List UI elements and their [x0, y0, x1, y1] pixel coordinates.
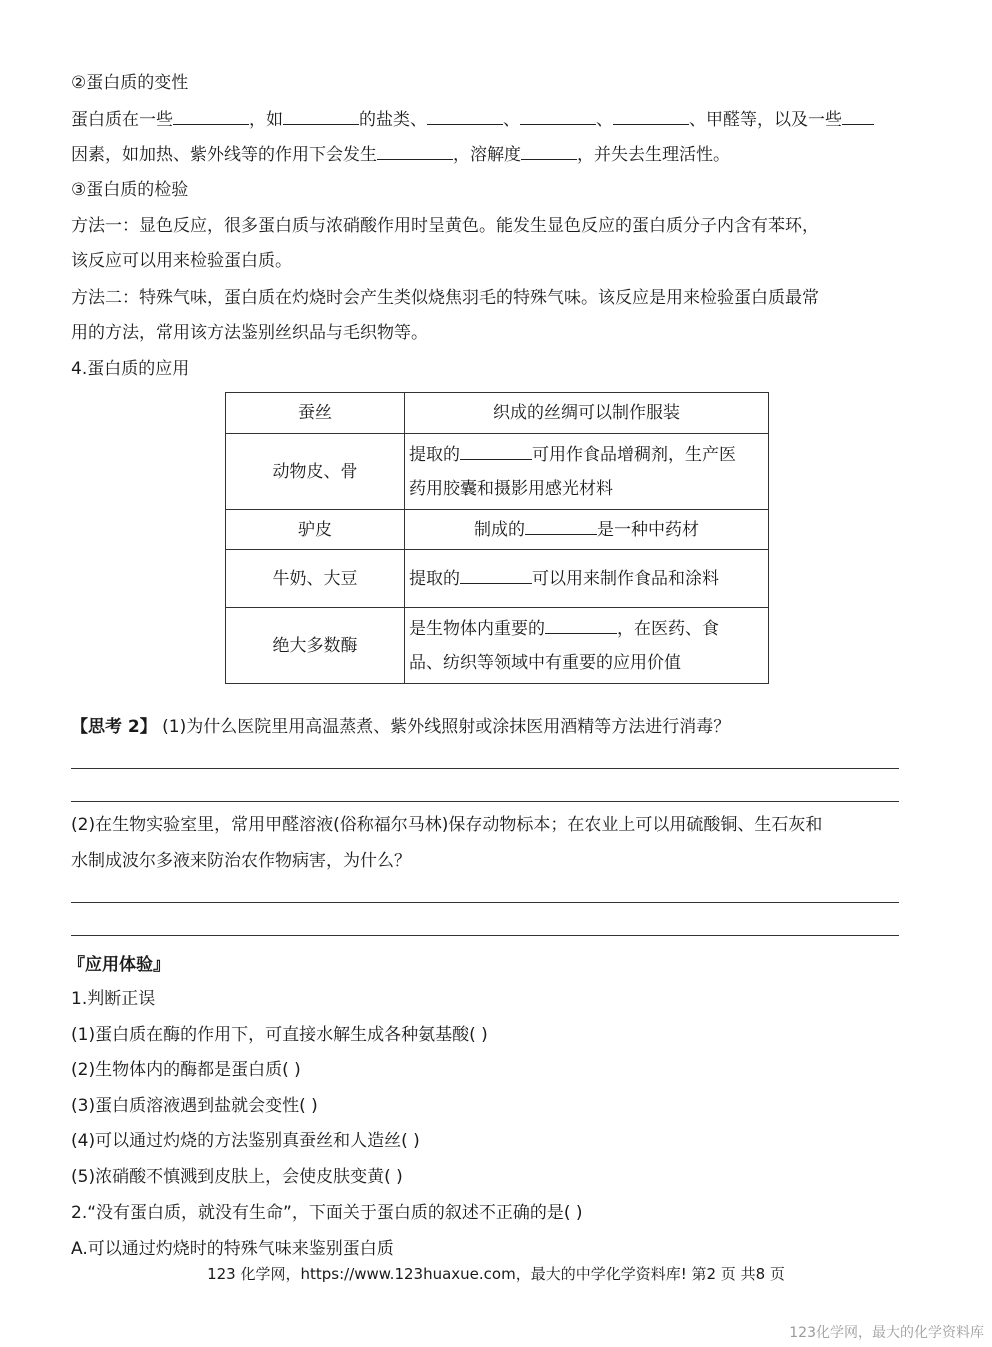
fill-blank: [377, 143, 453, 160]
table-row: [226, 510, 769, 550]
section-title-application: 4.蛋白质的应用: [71, 359, 190, 379]
text: 可以用来制作食品和涂料: [532, 568, 719, 589]
page-footer: 123 化学网，https://www.123huaxue.com，最大的中学化学资料库! 第2 页 共8 页: [207, 1265, 785, 1283]
table-cell-name: 蚕丝: [226, 393, 405, 434]
table-cell-name: 绝大多数酶: [226, 608, 405, 684]
text: 是一种中药材: [597, 519, 699, 540]
judge-title: 1.判断正误: [71, 989, 156, 1009]
method2-line1: 方法二：特殊气味，蛋白质在灼烧时会产生类似烧焦羽毛的特殊气味。该反应是用来检验蛋白质最常: [71, 288, 819, 308]
text: 药用胶囊和摄影用感光材料: [409, 478, 613, 499]
application-table: [225, 392, 769, 684]
think-question-2-line2: 水制成波尔多液来防治农作物病害，为什么？: [71, 851, 411, 871]
judge-item-2: (2)生物体内的酶都是蛋白质( ): [71, 1060, 301, 1080]
text: 制成的: [474, 519, 525, 540]
text: ，在医药、食: [617, 618, 719, 639]
text: 是生物体内重要的: [409, 618, 545, 639]
table-row: [226, 393, 769, 434]
judge-item-3: (3)蛋白质溶液遇到盐就会变性( ): [71, 1096, 318, 1116]
table-row: [226, 608, 769, 684]
judge-item-5: (5)浓硝酸不慎溅到皮肤上，会使皮肤变黄( ): [71, 1167, 403, 1187]
table-row: [226, 550, 769, 608]
fill-blank: [283, 108, 359, 125]
think-q1-text: (1)为什么医院里用高温蒸煮、紫外线照射或涂抹医用酒精等方法进行消毒？: [162, 717, 731, 737]
practice-heading: 『应用体验』: [68, 955, 170, 975]
table-cell-name: 动物皮、骨: [226, 434, 405, 510]
text: 提取的: [409, 444, 460, 465]
question-2: 2.“没有蛋白质，就没有生命”，下面关于蛋白质的叙述不正确的是( ): [71, 1203, 583, 1223]
fill-blank: [173, 108, 249, 125]
table-row: [226, 434, 769, 510]
method1-line1: 方法一：显色反应，很多蛋白质与浓硝酸作用时呈黄色。能发生显色反应的蛋白质分子内含有苯环，: [71, 216, 819, 236]
text: 、甲醛等，以及一些: [689, 110, 842, 130]
answer-line: [71, 935, 899, 936]
table-cell-use: [405, 434, 769, 510]
text: 品、纺织等领域中有重要的应用价值: [409, 652, 681, 673]
fill-blank: [520, 108, 596, 125]
text: 蛋白质在一些: [71, 110, 173, 130]
think-label: 【思考 2】: [71, 717, 157, 737]
judge-item-4: (4)可以通过灼烧的方法鉴别真蚕丝和人造丝( ): [71, 1131, 420, 1151]
fill-blank: [521, 143, 577, 160]
fill-blank: [842, 108, 874, 125]
text: ，如: [249, 110, 283, 130]
fill-blank: [460, 443, 532, 460]
fill-blank: [460, 567, 532, 584]
table-cell-name: 牛奶、大豆: [226, 550, 405, 608]
fill-blank: [545, 617, 617, 634]
answer-line: [71, 768, 899, 769]
text: 提取的: [409, 568, 460, 589]
table-cell-use: 织成的丝绸可以制作服装: [405, 393, 769, 434]
text: ，并失去生理活性。: [577, 145, 730, 165]
table-cell-use: [405, 608, 769, 684]
think-question-2-line1: (2)在生物实验室里，常用甲醛溶液(俗称福尔马林)保存动物标本；在农业上可以用硫酸铜、生石灰和: [71, 815, 823, 835]
section-title-detect: ③蛋白质的检验: [71, 180, 189, 200]
text: ，溶解度: [453, 145, 521, 165]
text: 、: [503, 110, 520, 130]
fill-blank: [525, 518, 597, 535]
option-a: A.可以通过灼烧时的特殊气味来鉴别蛋白质: [71, 1239, 394, 1259]
denature-paragraph-line2: [71, 143, 730, 166]
answer-line: [71, 902, 899, 903]
text: 可用作食品增稠剂，生产医: [532, 444, 736, 465]
fill-blank: [613, 108, 689, 125]
table-cell-name: 驴皮: [226, 510, 405, 550]
section-title-denature: ②蛋白质的变性: [71, 73, 189, 93]
table-cell-use: [405, 550, 769, 608]
text: 的盐类、: [359, 110, 427, 130]
judge-item-1: (1)蛋白质在酶的作用下，可直接水解生成各种氨基酸( ): [71, 1025, 488, 1045]
watermark: 123化学网，最大的化学资料库: [789, 1325, 984, 1341]
think-question-1: [71, 716, 730, 738]
method1-line2: 该反应可以用来检验蛋白质。: [71, 251, 292, 271]
answer-line: [71, 801, 899, 802]
fill-blank: [427, 108, 503, 125]
table-cell-use: [405, 510, 769, 550]
text: 、: [596, 110, 613, 130]
denature-paragraph-line1: [71, 108, 874, 131]
text: 因素，如加热、紫外线等的作用下会发生: [71, 145, 377, 165]
method2-line2: 用的方法，常用该方法鉴别丝织品与毛织物等。: [71, 323, 428, 343]
